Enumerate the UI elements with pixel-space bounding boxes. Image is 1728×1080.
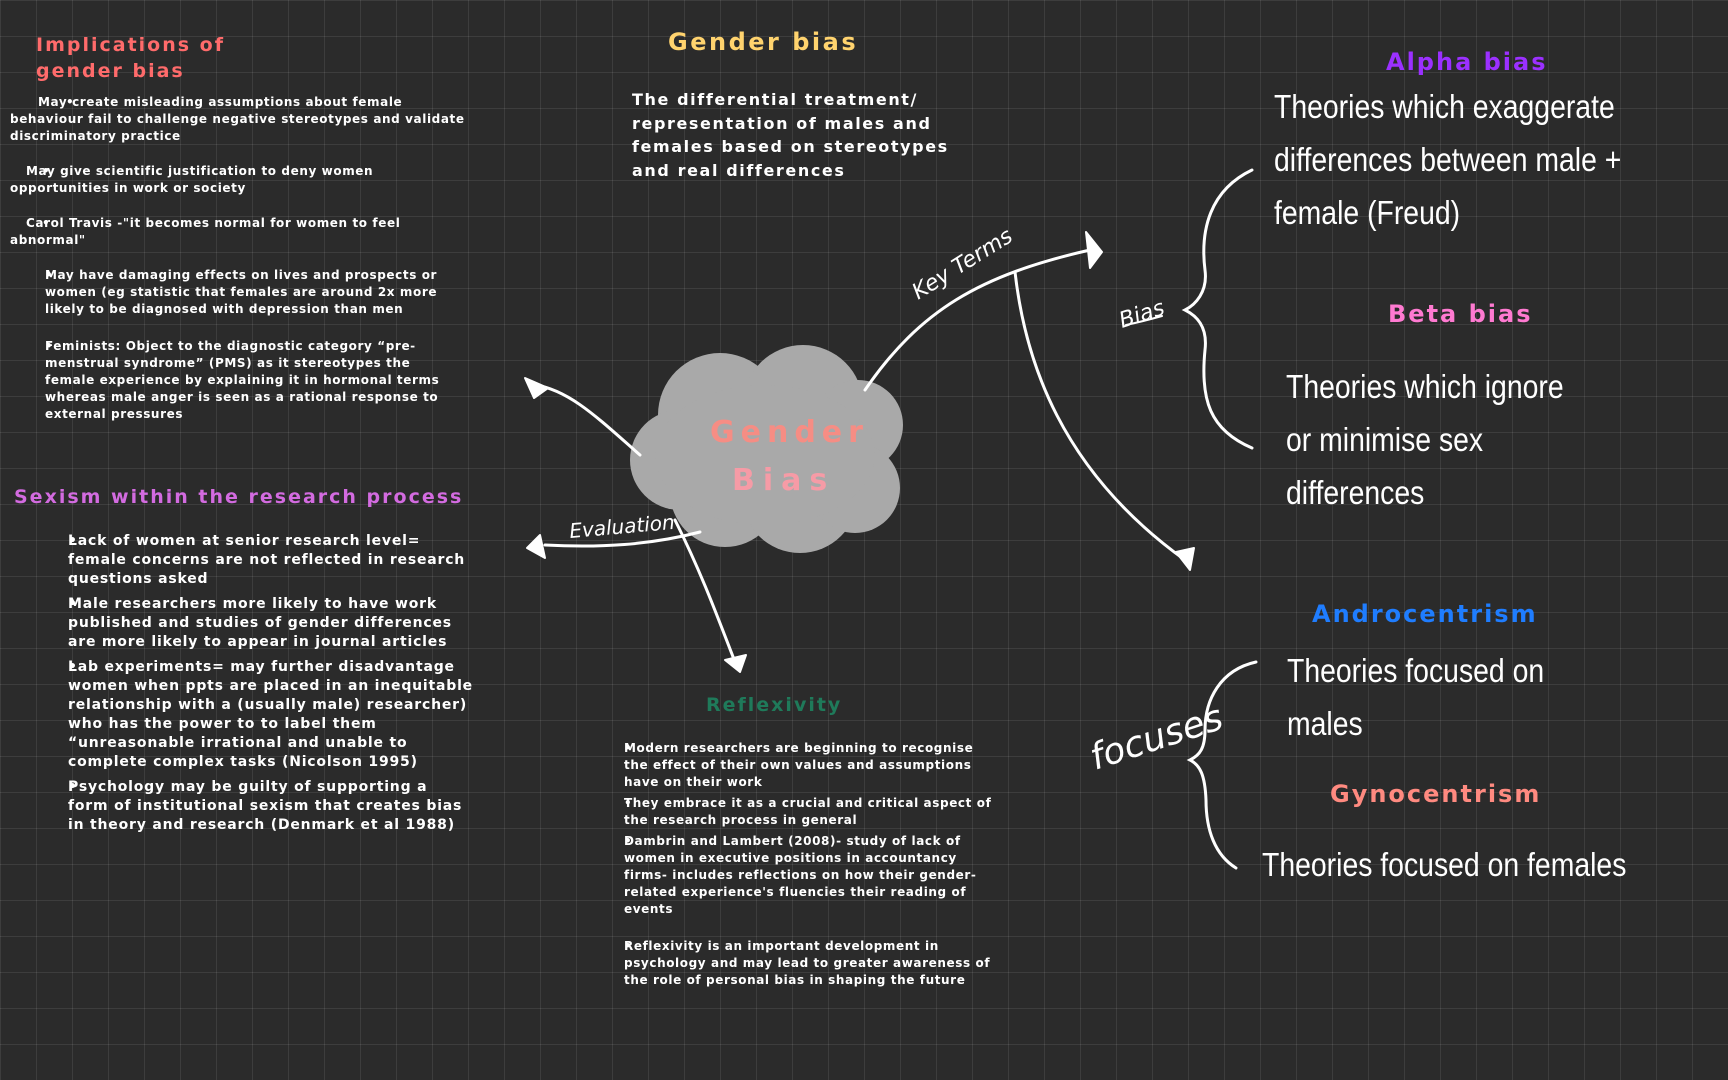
beta-bias-heading: Beta bias <box>1388 300 1533 328</box>
cloud-label-line2: Bias <box>732 463 836 498</box>
androcentrism-description <box>1287 644 1544 750</box>
sexism-heading: Sexism within the research process <box>14 486 464 508</box>
bias-label: Bias <box>1116 295 1168 334</box>
focuses-label: focuses <box>1085 697 1229 779</box>
implications-heading-line2: gender bias <box>36 60 185 82</box>
reflexivity-item: • Reflexivity is an important development in psychology and may lead to greater awareness of the role of personal bias in shaping the future <box>590 938 1000 989</box>
implications-heading-line1: Implications of <box>36 34 225 56</box>
alpha-bias-description <box>1274 80 1621 239</box>
gynocentrism-line: Theories focused on females <box>1262 846 1627 883</box>
sexism-item: • Male researchers more likely to have work published and studies of gender differences are more likely to appear in journal articles <box>30 595 482 652</box>
evaluation-label: Evaluation <box>568 509 676 543</box>
alpha-line: Theories which exaggerate <box>1274 88 1615 125</box>
arrowhead-reflexivity <box>725 655 746 672</box>
arrowhead-evaluation-left <box>527 535 545 558</box>
sexism-item: • Psychology may be guilty of supporting a form of institutional sexism that creates bias in theory and research (Denmark et al 1988) <box>30 778 468 835</box>
arrowhead-evaluation-up <box>525 378 548 398</box>
gynocentrism-description <box>1262 838 1626 891</box>
reflexivity-heading: Reflexivity <box>706 694 843 716</box>
androcentrism-line: males <box>1287 705 1363 742</box>
beta-line: differences <box>1286 474 1425 511</box>
gynocentrism-heading: Gynocentrism <box>1330 780 1542 808</box>
sexism-item: • Lack of women at senior research level= female concerns are not reflected in research questions asked <box>30 532 482 589</box>
implications-item: • May have damaging effects on lives and prospects or women (eg statistic that females are around 2x more likely to be diagnosed with depression than men <box>10 267 445 318</box>
beta-line: Theories which ignore <box>1286 368 1564 405</box>
key-terms-arrow <box>865 250 1090 390</box>
sexism-item: • Lab experiments= may further disadvantage women when ppts are placed in an inequitable relationship with a (usually male) researcher) who has the power to to label them “unreasonable irrational and unable to complete complex tasks (Nicolson 1995) <box>30 658 482 772</box>
arrowhead-key-terms <box>1086 232 1102 268</box>
arrowhead-focuses <box>1176 548 1194 570</box>
implications-item: • May create misleading assumptions about female behaviour fail to challenge negative stereotypes and validate discriminatory practice <box>10 94 465 145</box>
reflexivity-item: • Dambrin and Lambert (2008)- study of lack of women in executive positions in accountancy firms- includes reflections on how their gender-related experience's fluencies their reading of events <box>590 833 1000 918</box>
alpha-line: female (Freud) <box>1274 194 1461 231</box>
implications-item: • Carol Travis -"it becomes normal for women to feel abnormal" <box>10 215 465 249</box>
reflexivity-item: • Modern researchers are beginning to recognise the effect of their own values and assumptions have on their work <box>590 740 1000 791</box>
alpha-bias-heading: Alpha bias <box>1386 48 1548 76</box>
androcentrism-line: Theories focused on <box>1287 652 1545 689</box>
androcentrism-heading: Androcentrism <box>1312 600 1538 628</box>
implications-item: • Feminists: Object to the diagnostic category “pre-menstrual syndrome” (PMS) as it stereotypes the female experience by explaining it in hormonal terms whereas male anger is seen as a rational response to external pressures <box>10 338 445 423</box>
alpha-line: differences between male + <box>1274 141 1622 178</box>
reflexivity-item: • They embrace it as a crucial and critical aspect of the research process in general <box>590 795 1000 829</box>
implications-heading <box>36 32 225 84</box>
reflexivity-list <box>590 740 1000 989</box>
cloud-label-line1: Gender <box>710 415 869 450</box>
key-terms-label: Key Terms <box>907 223 1018 306</box>
evaluation-arrow-up <box>535 385 640 455</box>
gender-bias-definition: The differential treatment/ representation of males and females based on stereotypes and real differences <box>632 90 949 180</box>
focuses-brace <box>1190 662 1256 868</box>
implications-item: • May give scientific justification to deny women opportunities in work or society <box>10 163 465 197</box>
bias-brace <box>1185 170 1252 448</box>
implications-list <box>10 94 465 423</box>
beta-line: or minimise sex <box>1286 421 1484 458</box>
page-title: Gender bias <box>668 28 859 56</box>
beta-bias-description <box>1286 360 1564 519</box>
sexism-list <box>30 532 482 835</box>
